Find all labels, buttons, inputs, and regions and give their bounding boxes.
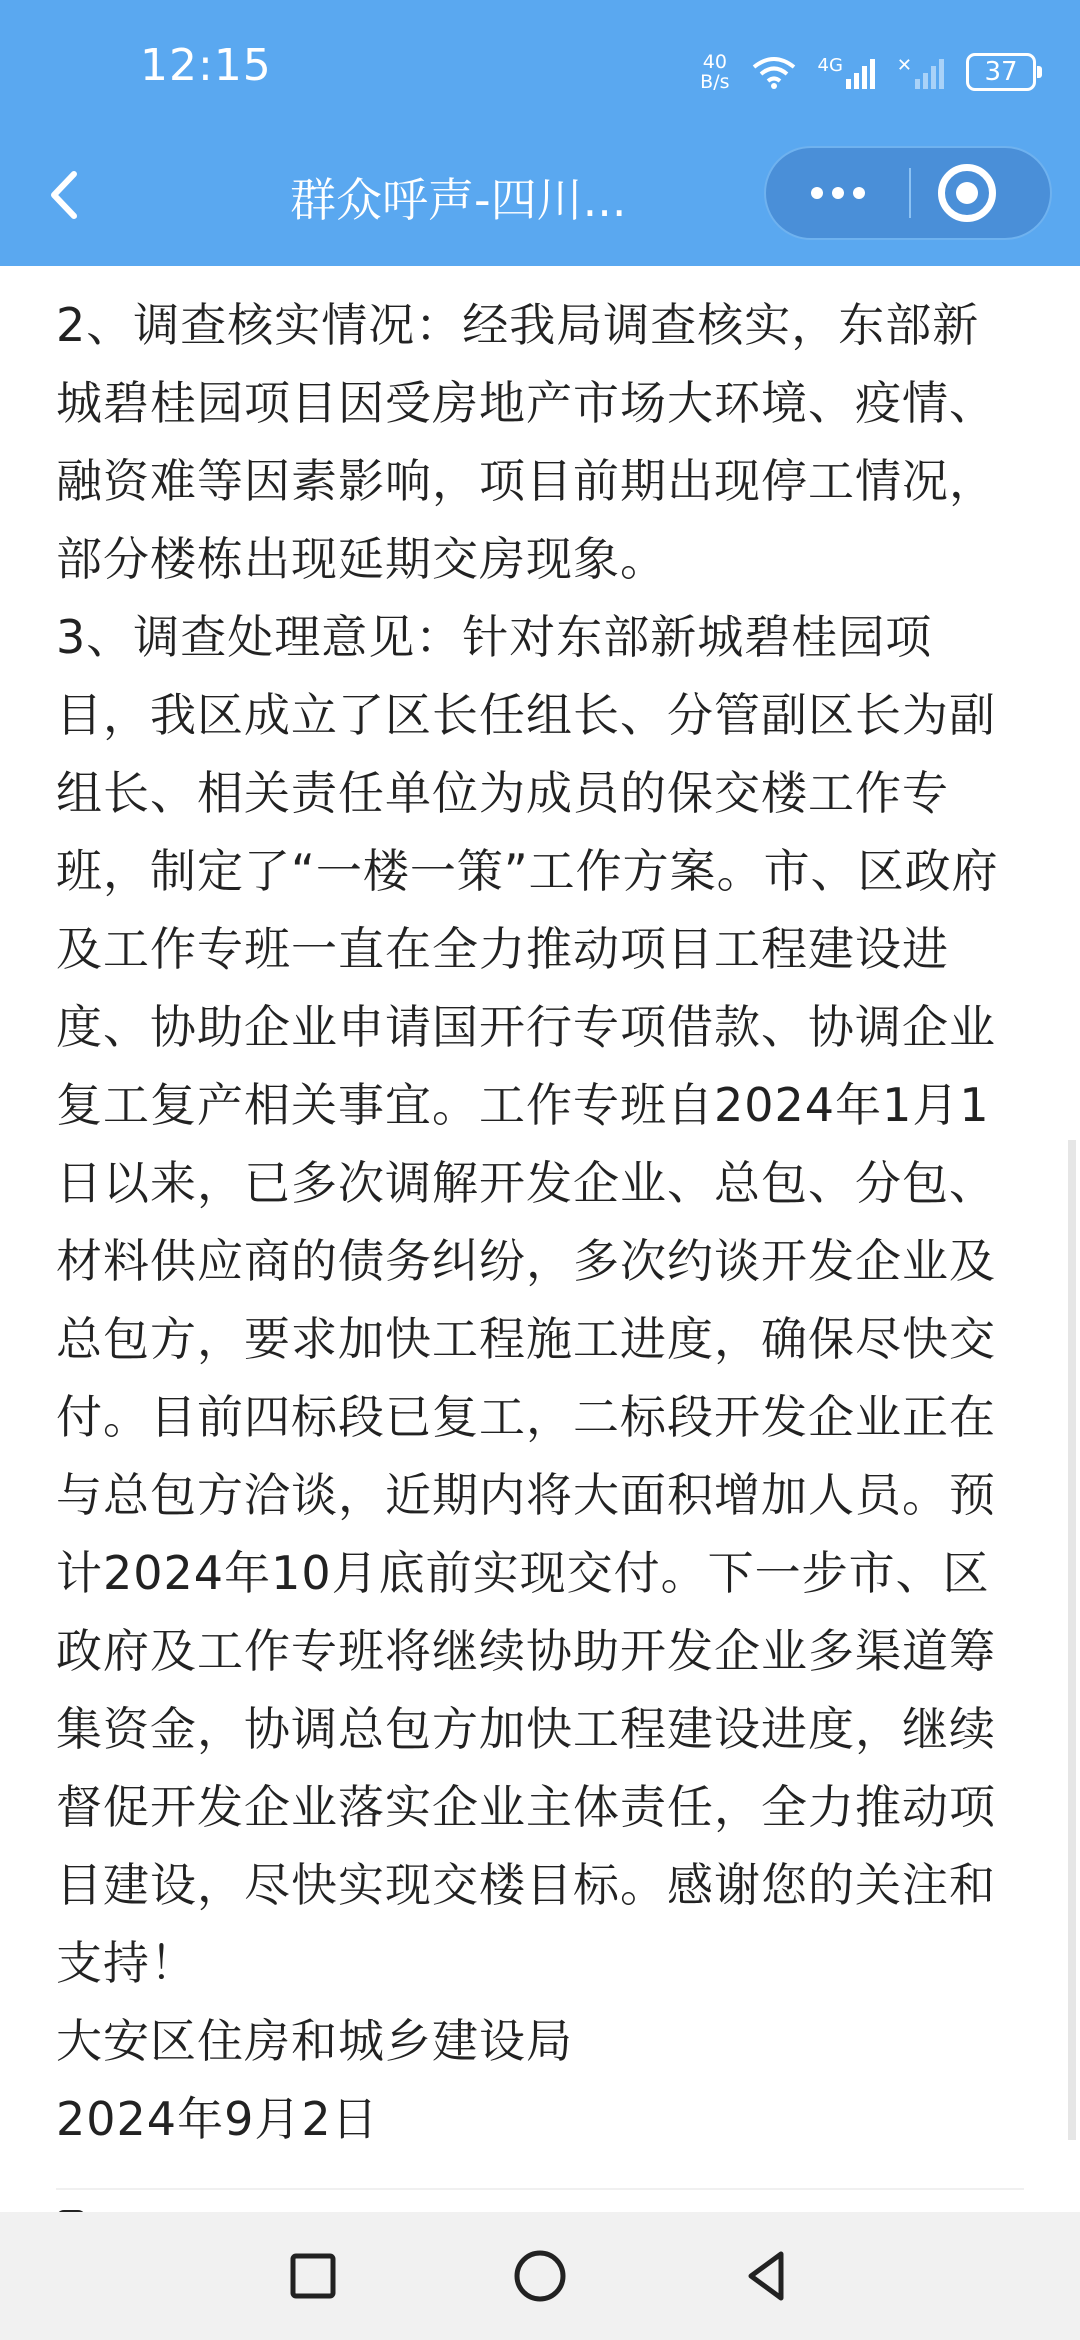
wifi-icon — [752, 55, 796, 89]
net-speed-unit: B/s — [700, 71, 730, 93]
net-speed-value: 40 — [702, 51, 727, 73]
signal-bar — [931, 66, 936, 89]
article-content[interactable] — [0, 266, 1080, 2212]
battery-level: 37 — [984, 57, 1018, 87]
no-signal-mark: ✕ — [896, 55, 912, 76]
paragraph-handling-opinion: 3、调查处理意见：针对东部新城碧桂园项目，我区成立了区长任组长、分管副区长为副组长、相关责任单位为成员的保交楼工作专班，制定了“一楼一策”工作方案。市、区政府及工作专班一直在全力推动项目工程建设进度、协助企业申请国开行专项借款、协调企业复工复产相关事宜。工作专班自2024年1月1日以来，已多次调解开发企业、总包、分包、材料供应商的债务纠纷，多次约谈开发企业及总包方，要求加快工程施工进度，确保尽快交付。目前四标段已复工，二标段开发企业正在与总包方洽谈，近期内将大面积增加人员。预计2024年10月底前实现交付。下一步市、区政府及工作专班将继续协助开发企业多渠道筹集资金，协调总包方加快工程建设进度，继续督促开发企业落实企业主体责任，全力推动项目建设，尽快实现交楼目标。感谢您的关注和支持！ — [56, 610, 999, 1990]
paragraph-signature-org: 大安区住房和城乡建设局 — [56, 2014, 573, 2068]
status-icons — [700, 44, 1036, 100]
triangle-back-icon[interactable] — [735, 2244, 799, 2308]
circle-home-icon[interactable] — [508, 2244, 572, 2308]
capsule-divider — [909, 168, 911, 218]
chevron-left-icon[interactable] — [40, 160, 90, 230]
signal-bar — [862, 66, 867, 89]
signal-bar — [870, 59, 875, 89]
paragraph-investigation: 2、调查核实情况：经我局调查核实，东部新城碧桂园项目因受房地产市场大环境、疫情、融资难等因素影响，项目前期出现停工情况，部分楼栋出现延期交房现象。 — [56, 298, 996, 586]
target-close-icon[interactable] — [938, 164, 996, 222]
signal-bar — [923, 73, 928, 89]
net-speed — [700, 52, 729, 92]
signal-bar — [854, 73, 859, 89]
page-title: 群众呼声-四川... — [290, 173, 627, 227]
mini-program-capsule — [764, 146, 1052, 240]
square-recents-icon[interactable] — [281, 2244, 345, 2308]
scrollbar[interactable] — [1068, 1140, 1076, 2140]
system-nav-bar — [0, 2212, 1080, 2340]
status-time: 12:15 — [140, 40, 272, 91]
signal-4g-icon — [818, 55, 875, 89]
battery-icon — [966, 53, 1036, 91]
signal-bar — [939, 59, 944, 89]
signal-label: 4G — [817, 55, 843, 76]
top-header — [0, 0, 1080, 266]
signal-empty-icon — [897, 55, 944, 89]
signal-bar — [915, 79, 920, 89]
paragraph-date: 2024年9月2日 — [56, 2092, 379, 2146]
divider — [56, 2188, 1024, 2190]
signal-bar — [846, 79, 851, 89]
more-dots-icon[interactable] — [766, 148, 909, 238]
